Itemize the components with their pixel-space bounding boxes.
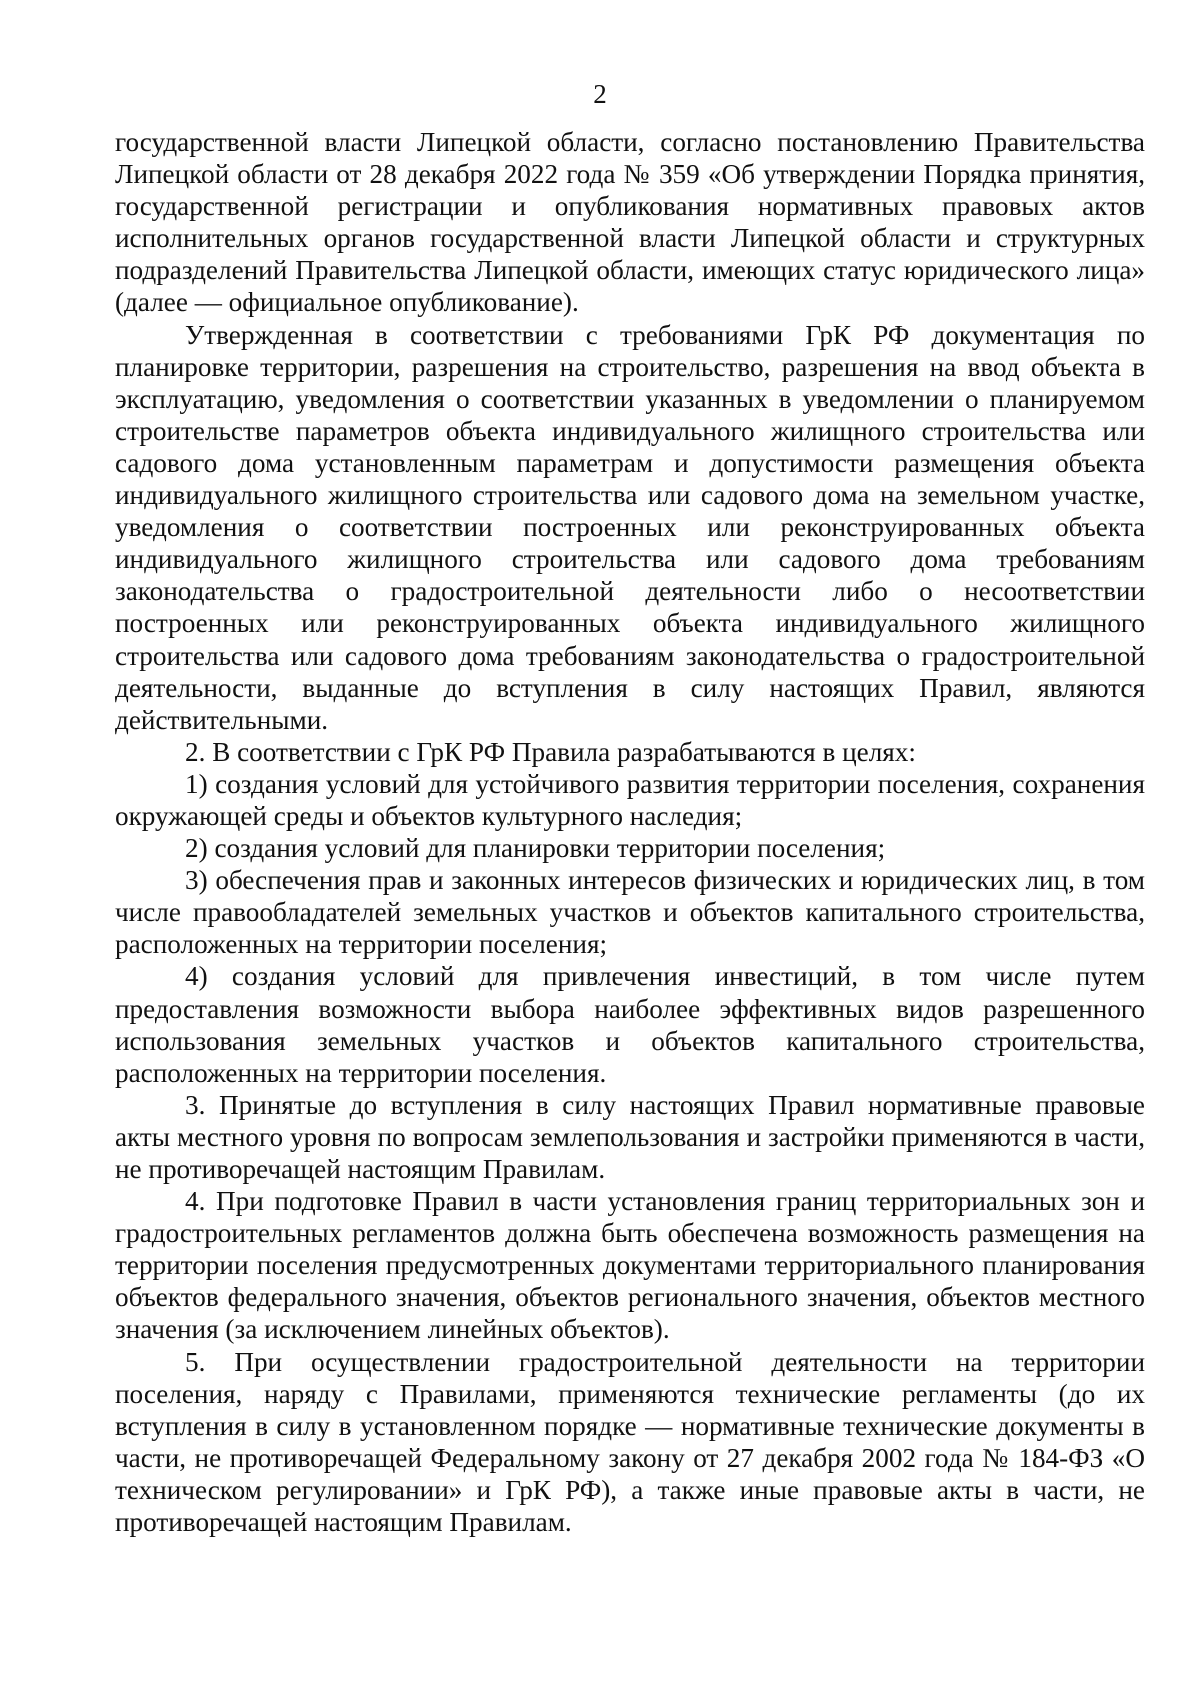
paragraph-item-4: 4. При подготовке Правил в части установления границ территориальных зон и градостроительных регламентов должна быть обеспечена возможность размещения на территории поселения предусмотренных документами территориального планирования объектов федерального значения, объектов регионального значения, объектов местного значения (за исключением линейных объектов).	[115, 1186, 1145, 1345]
list-item-2-2: 2) создания условий для планировки территории поселения;	[185, 833, 886, 864]
paragraph-approved-documentation: Утвержденная в соответствии с требованиями ГрК РФ документация по планировке территории, разрешения на строительство, разрешения на ввод объекта в эксплуатацию, уведомления о соответствии указанных в уведомлении о планируемом строительстве параметров объекта индивидуального жилищного строительства или садового дома установленным параметрам и допустимости размещения объекта индивидуального жилищного строительства или садового дома на земельном участке, уведомления о соответствии построенных или реконструированных объекта индивидуального жилищного строительства или садового дома требованиям законодательства о градостроительной деятельности либо о несоответствии построенных или реконструированных объекта индивидуального жилищного строительства или садового дома требованиям законодательства о градостроительной деятельности, выданные до вступления в силу настоящих Правил, являются действительными.	[115, 319, 1145, 735]
list-item-2-3: 3) обеспечения прав и законных интересов физических и юридических лиц, в том числе правообладателей земельных участков и объектов капитального строительства, расположенных на территории поселения;	[115, 865, 1145, 960]
document-body	[115, 126, 1145, 1538]
list-item-2-4: 4) создания условий для привлечения инвестиций, в том числе путем предоставления возможности выбора наиболее эффективных видов разрешенного использования земельных участков и объектов капитального строительства, расположенных на территории поселения.	[115, 961, 1145, 1088]
paragraph-item-3: 3. Принятые до вступления в силу настоящих Правил нормативные правовые акты местного уровня по вопросам землепользования и застройки применяются в части, не противоречащей настоящим Правилам.	[115, 1089, 1145, 1184]
page-number: 2	[593, 79, 607, 109]
paragraph-item-2: 2. В соответствии с ГрК РФ Правила разрабатываются в целях:	[185, 736, 916, 767]
list-item-2-1: 1) создания условий для устойчивого развития территории поселения, сохранения окружающей среды и объектов культурного наследия;	[115, 768, 1145, 831]
paragraph-continuation: государственной власти Липецкой области, согласно постановлению Правительства Липецкой области от 28 декабря 2022 года № 359 «Об утверждении Порядка принятия, государственной регистрации и опубликования нормативных правовых актов исполнительных органов государственной власти Липецкой области и структурных подразделений Правительства Липецкой области, имеющих статус юридического лица» (далее — официальное опубликование).	[115, 127, 1145, 318]
paragraph-item-5: 5. При осуществлении градостроительной деятельности на территории поселения, наряду с Правилами, применяются технические регламенты (до их вступления в силу в установленном порядке — нормативные технические документы в части, не противоречащей Федеральному закону от 27 декабря 2002 года № 184-ФЗ «О техническом регулировании» и ГрК РФ), а также иные правовые акты в части, не противоречащей настоящим Правилам.	[115, 1346, 1145, 1538]
